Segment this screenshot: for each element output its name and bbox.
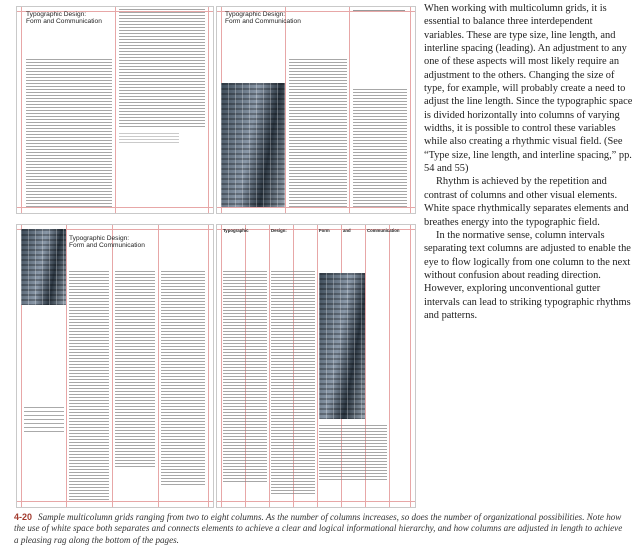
grid-sample-four-column bbox=[16, 224, 214, 508]
body-paragraph: Rhythm is achieved by the repetition and contrast of columns and other visual elements. White space rhythmically separates elements and breathes energy into the typographic field. bbox=[424, 176, 629, 228]
building-photo bbox=[221, 83, 285, 207]
header-word: Form bbox=[319, 228, 330, 233]
text-column bbox=[115, 271, 155, 469]
sample-page-title: Typographic Design: Form and Communication bbox=[26, 11, 102, 26]
text-column bbox=[119, 9, 205, 129]
header-word: Design: bbox=[271, 228, 287, 233]
text-column bbox=[289, 59, 347, 207]
grid-sample-three-column bbox=[216, 6, 416, 214]
figure-number: 4-20 bbox=[14, 512, 33, 522]
body-paragraph: In the normative sense, column intervals separating text columns are adjusted to enable the eye to flow logically from one column to the next without confusion about reading direction. However, exploring unconventional gutter intervals can lead to striking typographic rhythms and patterns. bbox=[424, 229, 631, 321]
text-column bbox=[69, 271, 109, 501]
text-column bbox=[353, 89, 407, 207]
header-word: and bbox=[343, 228, 351, 233]
text-column bbox=[161, 271, 205, 485]
grid-sample-two-column bbox=[16, 6, 214, 214]
text-column bbox=[319, 425, 387, 481]
caption-block bbox=[24, 407, 64, 435]
building-photo bbox=[319, 273, 365, 419]
caption-block bbox=[353, 10, 405, 25]
text-column bbox=[271, 271, 315, 495]
figure-caption-text: Sample multicolumn grids ranging from two to eight columns. As the number of columns increases, so does the number of organizational possibilities. Note how the use of white space both separates and connects elements to achieve a clear and logical informational hierarchy, and how columns are adjusted in length to achieve a pleasing rag along the bottom of the pages. bbox=[14, 512, 623, 545]
body-paragraph: When working with multicolumn grids, it is essential to balance three interdependent variables. These are type size, line length, and interline spacing (leading). An adjustment to any one of these aspects will most likely require an adjustment to the others. Changing the size of type, for example, will probably create a need to adjust the line length. Since the typographic space is divided horizontally into columns of varying widths, it is possible to control these variables while also creating a rhythmic visual field. (See “Type size, line length, and interline spacing,” pp. 54 and 55) bbox=[424, 3, 633, 175]
caption-block bbox=[119, 133, 179, 145]
text-column bbox=[223, 271, 267, 483]
sample-page-title: Typographic Design: Form and Communication bbox=[69, 235, 145, 250]
building-photo bbox=[21, 229, 66, 305]
grid-sample-eight-column bbox=[216, 224, 416, 508]
header-word: Typographic bbox=[223, 228, 249, 233]
body-text bbox=[424, 2, 634, 322]
figure-caption bbox=[14, 512, 624, 546]
header-word: Communication bbox=[367, 228, 400, 233]
text-column bbox=[26, 59, 112, 207]
sample-page-title: Typographic Design: Form and Communication bbox=[225, 11, 301, 26]
